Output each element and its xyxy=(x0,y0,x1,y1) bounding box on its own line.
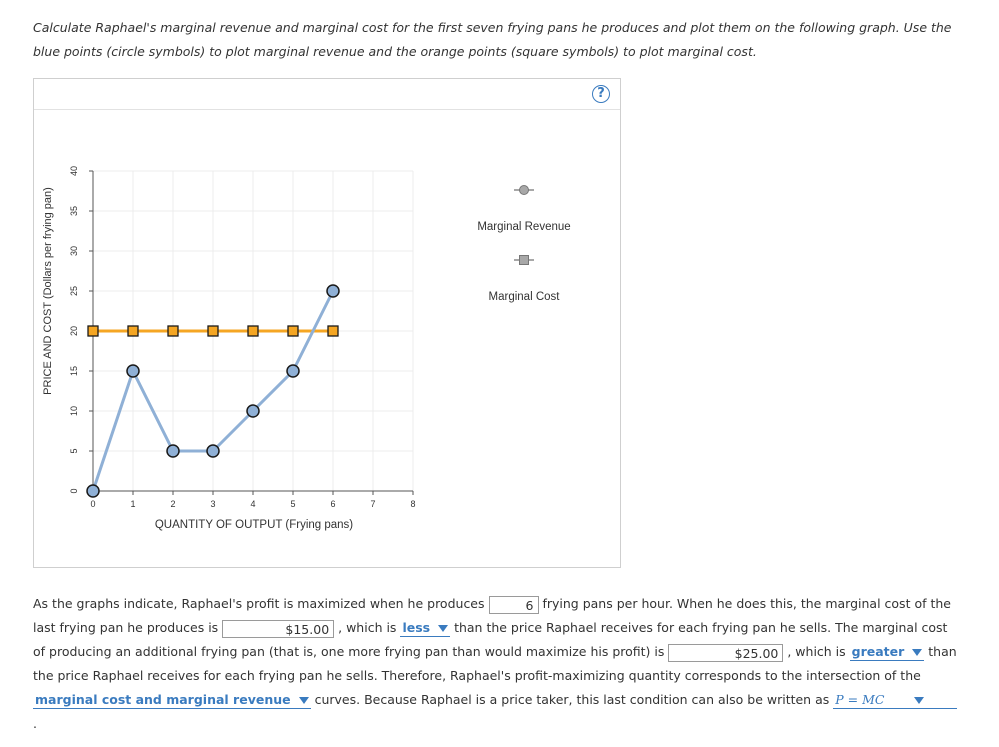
x-tick-label: 7 xyxy=(370,499,376,509)
x-tick-label: 1 xyxy=(130,499,136,509)
mr-point[interactable] xyxy=(87,485,99,497)
mc-last-input[interactable]: $15.00 xyxy=(222,620,334,638)
question-text-6: than the price Raphael receives for each frying pan he sells. Therefore, Raphael's profit-maximizing quantity corresponds to the intersection of the xyxy=(33,644,957,683)
y-tick-label: 25 xyxy=(69,285,79,297)
question-text-4: than the price Raphael receives for each frying pan he sells. The marginal cost of producing an additional frying pan (that is, one more frying pan than would maximize his profit) is xyxy=(33,620,948,659)
x-tick-label: 0 xyxy=(90,499,96,509)
y-tick-label: 15 xyxy=(69,365,79,377)
comparison-dropdown-1[interactable] xyxy=(400,620,450,637)
y-tick-label: 20 xyxy=(69,325,79,337)
chevron-down-icon xyxy=(912,649,922,656)
question-text-8: . xyxy=(33,716,37,731)
mc-point[interactable] xyxy=(248,326,258,336)
x-tick-label: 2 xyxy=(170,499,176,509)
y-tick-label: 30 xyxy=(69,245,79,257)
x-tick-label: 5 xyxy=(290,499,296,509)
axes xyxy=(69,166,416,509)
mr-point[interactable] xyxy=(127,365,139,377)
mr-point[interactable] xyxy=(167,445,179,457)
condition-dropdown-value: P = MC xyxy=(835,692,885,707)
x-axis-label: QUANTITY OF OUTPUT (Frying pans) xyxy=(154,519,354,531)
chevron-down-icon xyxy=(914,697,924,704)
graph-panel xyxy=(33,78,621,568)
question-text-2: frying pans per hour. When he does this, the marginal cost of the last frying pan he produces is xyxy=(33,596,951,635)
legend-mr-symbol[interactable] xyxy=(520,186,529,195)
mr-point[interactable] xyxy=(327,285,339,297)
y-tick-label: 0 xyxy=(69,488,79,494)
comparison-dropdown-1-value: less xyxy=(402,620,431,635)
x-tick-label: 6 xyxy=(330,499,336,509)
x-tick-label: 4 xyxy=(250,499,256,509)
mr-point[interactable] xyxy=(247,405,259,417)
mr-point[interactable] xyxy=(287,365,299,377)
x-tick-label: 3 xyxy=(210,499,216,509)
y-axis-label: PRICE AND COST (Dollars per frying pan) xyxy=(42,187,54,395)
mc-point[interactable] xyxy=(88,326,98,336)
mc-point[interactable] xyxy=(128,326,138,336)
curves-dropdown-value: marginal cost and marginal revenue xyxy=(35,692,291,707)
legend-mc-label: Marginal Cost xyxy=(488,291,560,303)
quantity-input[interactable]: 6 xyxy=(489,596,539,614)
question-paragraph xyxy=(33,592,963,736)
y-tick-label: 10 xyxy=(69,405,79,417)
chevron-down-icon xyxy=(438,625,448,632)
y-tick-label: 35 xyxy=(69,205,79,217)
y-tick-label: 40 xyxy=(69,165,79,177)
question-text-5: , which is xyxy=(783,644,850,659)
legend-mc-symbol[interactable] xyxy=(520,256,529,265)
comparison-dropdown-2-value: greater xyxy=(851,644,905,659)
instructions-text: Calculate Raphael's marginal revenue and marginal cost for the first seven frying pans he produces and plot them on the following graph. Use the blue points (circle symbols) to plot marginal revenue and the orange points (square symbols) to plot marginal cost. xyxy=(33,20,952,59)
legend-mr-label: Marginal Revenue xyxy=(477,221,571,233)
mc-next-input[interactable]: $25.00 xyxy=(668,644,783,662)
mc-point[interactable] xyxy=(168,326,178,336)
legend xyxy=(477,186,570,304)
mc-point[interactable] xyxy=(208,326,218,336)
question-text-1: As the graphs indicate, Raphael's profit is maximized when he produces xyxy=(33,596,489,611)
question-text-7: curves. Because Raphael is a price taker, this last condition can also be written as xyxy=(310,692,834,707)
curves-dropdown[interactable] xyxy=(33,692,311,709)
condition-dropdown[interactable] xyxy=(833,692,957,709)
comparison-dropdown-2[interactable] xyxy=(850,644,925,661)
help-button[interactable]: ? xyxy=(592,85,610,103)
graph-svg xyxy=(34,79,620,567)
mr-point[interactable] xyxy=(207,445,219,457)
y-tick-label: 5 xyxy=(69,448,79,454)
x-tick-label: 8 xyxy=(410,499,416,509)
chevron-down-icon xyxy=(299,697,309,704)
question-text-3: , which is xyxy=(334,620,401,635)
mc-point[interactable] xyxy=(328,326,338,336)
mc-point[interactable] xyxy=(288,326,298,336)
